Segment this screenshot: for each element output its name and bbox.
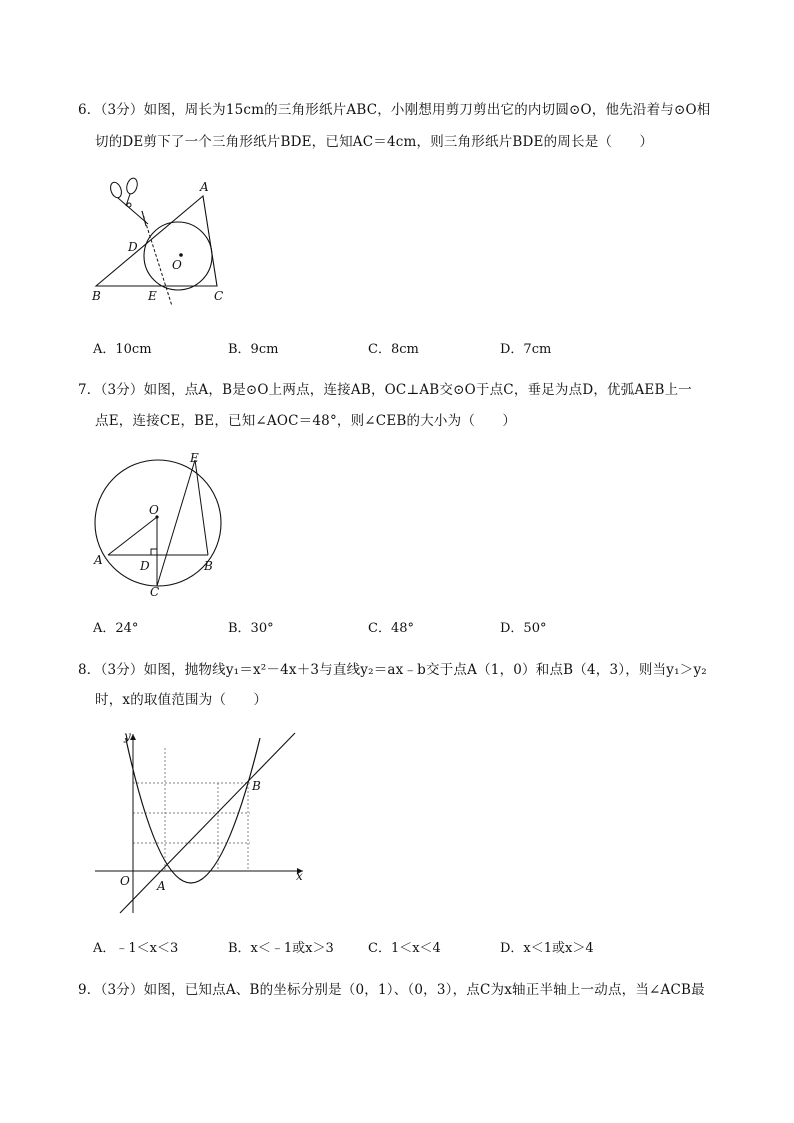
q7-option-b[interactable]: B．30° [228, 621, 274, 636]
label-a: A [157, 879, 166, 893]
label-o: O [172, 258, 182, 272]
incircle-o [144, 222, 212, 290]
scissors-icon [109, 177, 148, 224]
segment-ao [108, 517, 157, 555]
right-angle-mark [151, 549, 157, 555]
figure-q7-circle [90, 448, 230, 598]
q6-option-b[interactable]: B．9cm [228, 342, 279, 357]
question-8-line-2: 时，x的取值范围为（ ） [95, 692, 268, 708]
label-e: E [190, 451, 199, 465]
q6-option-c[interactable]: C．8cm [368, 342, 419, 357]
question-8-line-1: 8．（3分）如图，抛物线y₁＝x²－4x＋3与直线y₂＝ax﹣b交于点A（1，0）和点B（4，3），则当y₁＞y₂ [78, 662, 707, 678]
circle-o [95, 460, 221, 586]
label-a: A [200, 180, 209, 194]
label-e: E [148, 289, 157, 303]
question-6-line-2: 切的DE剪下了一个三角形纸片BDE，已知AC＝4cm，则三角形纸片BDE的周长是（ ） [95, 134, 654, 150]
label-b: B [252, 779, 261, 793]
label-x: x [296, 869, 303, 883]
question-7-line-1: 7．（3分）如图，点A，B是⊙O上两点，连接AB，OC⊥AB交⊙O于点C，垂足为点D，优弧AEB上一 [78, 382, 692, 398]
label-b: B [92, 289, 101, 303]
label-d: D [140, 559, 150, 573]
segment-eb [195, 460, 208, 555]
triangle-abc [96, 196, 217, 286]
q6-option-d[interactable]: D．7cm [500, 342, 552, 357]
label-y: y [124, 729, 131, 743]
q8-option-c[interactable]: C．1＜x＜4 [368, 941, 441, 956]
parabola-y1 [126, 738, 260, 883]
cut-segment [142, 211, 146, 226]
q7-option-d[interactable]: D．50° [500, 621, 547, 636]
label-d: D [128, 240, 138, 254]
segment-ce [157, 460, 195, 586]
figure-q8-graph [90, 728, 310, 918]
q6-option-a[interactable]: A．10cm [93, 342, 152, 357]
label-c: C [214, 289, 224, 303]
figure-q6-triangle-incircle [90, 176, 240, 311]
question-9-line-1: 9．（3分）如图，已知点A、B的坐标分别是（0，1）、（0，3），点C为x轴正半轴上一动点，当∠ACB最 [78, 982, 705, 998]
q7-option-a[interactable]: A．24° [93, 621, 139, 636]
question-6-line-1: 6．（3分）如图，周长为15cm的三角形纸片ABC，小刚想用剪刀剪出它的内切圆⊙O，他先沿着与⊙O相 [78, 102, 711, 118]
q8-option-a[interactable]: A．﹣1＜x＜3 [93, 941, 179, 956]
y-axis-arrow [130, 734, 136, 740]
label-b: B [204, 559, 213, 573]
q7-option-c[interactable]: C．48° [368, 621, 414, 636]
center-o-point [179, 253, 183, 257]
q8-option-b[interactable]: B．x＜﹣1或x＞3 [228, 941, 334, 956]
label-o: O [149, 503, 159, 517]
label-a: A [94, 553, 103, 567]
line-y2 [120, 733, 295, 913]
q8-option-d[interactable]: D．x＜1或x＞4 [500, 941, 594, 956]
label-o: O [120, 874, 130, 888]
label-c: C [150, 585, 160, 598]
question-7-line-2: 点E，连接CE，BE，已知∠AOC＝48°，则∠CEB的大小为（ ） [95, 413, 517, 429]
grid-lines [133, 748, 250, 871]
